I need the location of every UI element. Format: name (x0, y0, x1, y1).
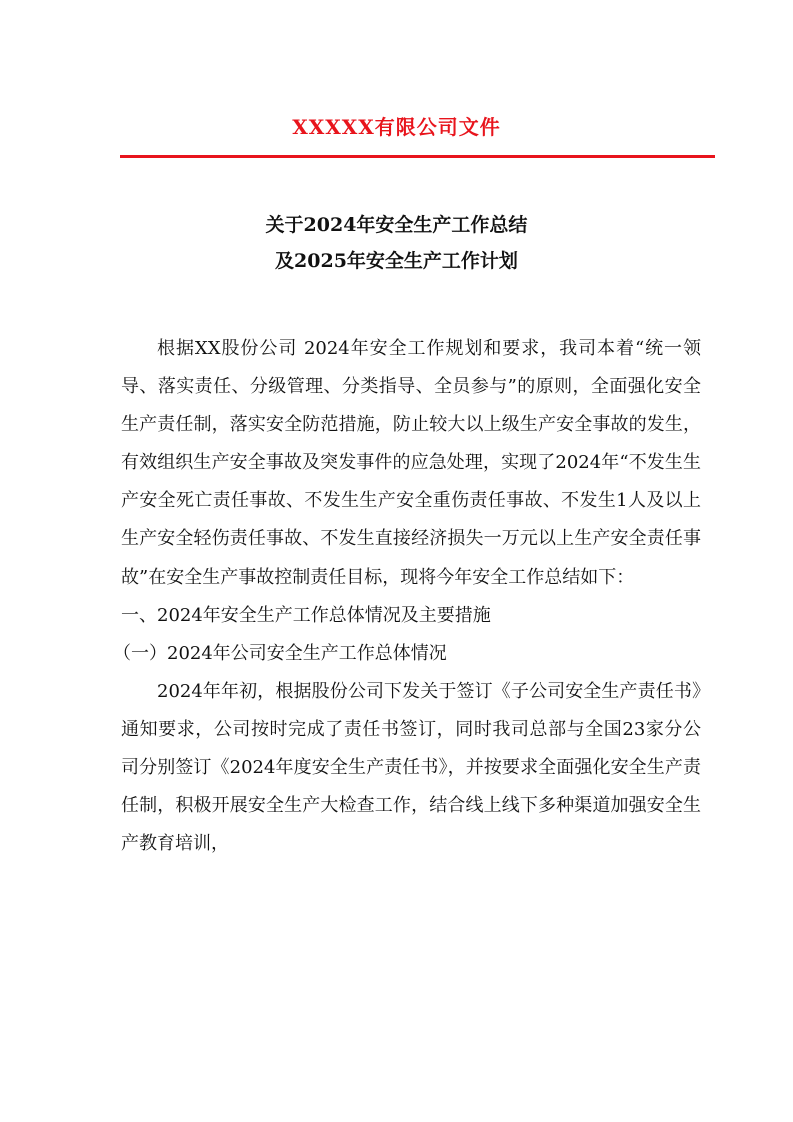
red-header-rule (120, 155, 715, 158)
document-title-line-1: 关于2024年安全生产工作总结 (265, 214, 528, 236)
document-title (0, 207, 793, 279)
intro-paragraph: 根据XX股份公司 2024年安全工作规划和要求，我司本着“统一领导、落实责任、分级管理、分类指导、全员参与”的原则，全面强化安全生产责任制，落实安全防范措施，防止较大以上级生产安全事故的发生，有效组织生产安全事故及突发事件的应急处理，实现了2024年“不发生生产安全死亡责任事故、不发生生产安全重伤责任事故、不发生1人及以上生产安全轻伤责任事故、不发生直接经济损失一万元以上生产安全责任事故”在安全生产事故控制责任目标，现将今年安全工作总结如下： (121, 338, 701, 588)
document-body (113, 330, 701, 863)
section-1-subheading-1: （一）2024年公司安全生产工作总体情况 (113, 642, 447, 664)
company-file-header: XXXXX有限公司文件 (292, 115, 501, 139)
section-1-sub-1-paragraph: 2024年年初，根据股份公司下发关于签订《子公司安全生产责任书》通知要求，公司按时完成了责任书签订，同时我司总部与全国23家分公司分别签订《2024年度安全生产责任书》，并按要求全面强化安全生产责任制，积极开展安全生产大检查工作，结合线上线下多种渠道加强安全生产教育培训， (121, 680, 701, 855)
document-title-line-2: 及2025年安全生产工作计划 (275, 250, 518, 272)
section-1-heading: 一、2024年安全生产工作总体情况及主要措施 (121, 604, 491, 626)
